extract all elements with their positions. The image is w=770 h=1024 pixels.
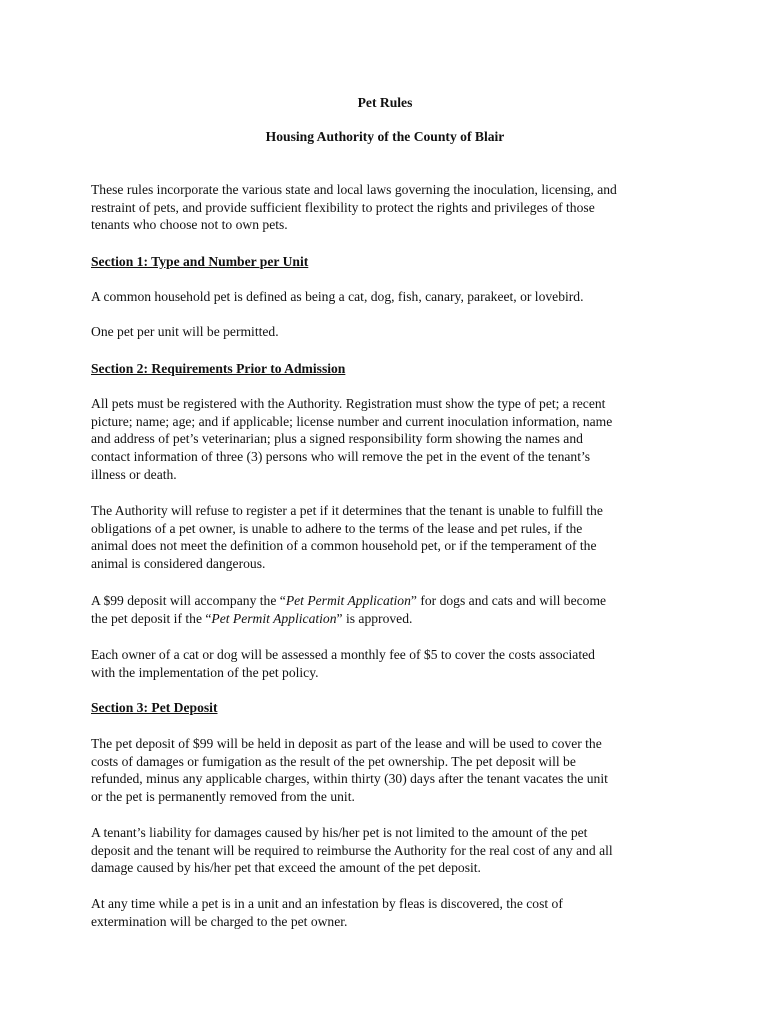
paragraph-line: All pets must be registered with the Authority. Registration must show the type of pet; a recent — [91, 396, 606, 411]
document-title: Pet Rules — [357, 95, 413, 110]
paragraph-line: with the implementation of the pet policy. — [91, 664, 319, 680]
paragraph-line: costs of damages or fumigation as the result of the pet ownership. The pet deposit will be — [91, 753, 576, 769]
text-run: A $99 deposit will accompany the “ — [91, 593, 286, 608]
section-3-heading: Section 3: Pet Deposit — [91, 700, 218, 715]
pet-permit-application-title: Pet Permit Application — [211, 610, 337, 626]
text-run: the pet deposit if the “ — [91, 610, 212, 626]
paragraph-line: At any time while a pet is in a unit and an infestation by fleas is discovered, the cost of — [91, 896, 563, 911]
section-2-paragraph-3 — [91, 592, 691, 627]
section-1-paragraph-2 — [91, 323, 691, 341]
paragraph-line — [91, 610, 691, 628]
pet-permit-application-title: Pet Permit Application — [285, 593, 411, 608]
document-subtitle: Housing Authority of the County of Blair — [265, 129, 505, 144]
section-1-paragraph-1 — [91, 288, 691, 306]
paragraph-line: obligations of a pet owner, is unable to adhere to the terms of the lease and pet rules, if the — [91, 520, 583, 536]
paragraph-line: damage caused by his/her pet that exceed the amount of the pet deposit. — [91, 860, 481, 876]
paragraph-line: A tenant’s liability for damages caused by his/her pet is not limited to the amount of the pet — [91, 825, 588, 840]
section-3-paragraph-2 — [91, 824, 691, 877]
paragraph-line: or the pet is permanently removed from the unit. — [91, 789, 355, 805]
paragraph-line: A common household pet is defined as being a cat, dog, fish, canary, parakeet, or lovebird. — [91, 289, 584, 304]
section-2-paragraph-2 — [91, 502, 691, 573]
section-3-paragraph-1 — [91, 735, 691, 806]
paragraph-line: The Authority will refuse to register a pet if it determines that the tenant is unable to fulfill the — [91, 503, 603, 518]
paragraph-line: restraint of pets, and provide sufficient flexibility to protect the rights and privileges of those — [91, 199, 595, 215]
text-run: ” for dogs and cats and will become — [410, 593, 607, 608]
paragraph-line: tenants who choose not to own pets. — [91, 217, 288, 233]
paragraph-line: One pet per unit will be permitted. — [91, 324, 279, 339]
paragraph-line: The pet deposit of $99 will be held in deposit as part of the lease and will be used to cover the — [91, 736, 602, 751]
section-2-heading: Section 2: Requirements Prior to Admission — [91, 361, 346, 376]
paragraph-line: illness or death. — [91, 466, 177, 482]
text-run: ” is approved. — [336, 610, 413, 626]
section-3-paragraph-3 — [91, 895, 691, 930]
paragraph-line: Each owner of a cat or dog will be assessed a monthly fee of $5 to cover the costs associated — [91, 647, 595, 662]
paragraph-line: contact information of three (3) persons who will remove the pet in the event of the tenant’s — [91, 449, 591, 465]
section-2-paragraph-4 — [91, 646, 691, 681]
paragraph-line: and address of pet’s veterinarian; plus a signed responsibility form showing the names and — [91, 431, 583, 447]
section-2-paragraph-1 — [91, 395, 691, 484]
paragraph-line: These rules incorporate the various state and local laws governing the inoculation, licensing, and — [91, 182, 617, 197]
paragraph-line: extermination will be charged to the pet owner. — [91, 913, 348, 929]
paragraph-line: animal does not meet the definition of a common household pet, or if the temperament of the — [91, 538, 597, 554]
paragraph-line: animal is considered dangerous. — [91, 556, 266, 572]
paragraph-line: deposit and the tenant will be required to reimburse the Authority for the real cost of any and all — [91, 842, 613, 858]
paragraph-line — [91, 592, 691, 610]
section-1-heading: Section 1: Type and Number per Unit — [91, 254, 309, 269]
intro-paragraph — [91, 181, 691, 234]
paragraph-line: refunded, minus any applicable charges, within thirty (30) days after the tenant vacates the unit — [91, 771, 608, 787]
paragraph-line: picture; name; age; and if applicable; license number and current inoculation information, name — [91, 413, 613, 429]
